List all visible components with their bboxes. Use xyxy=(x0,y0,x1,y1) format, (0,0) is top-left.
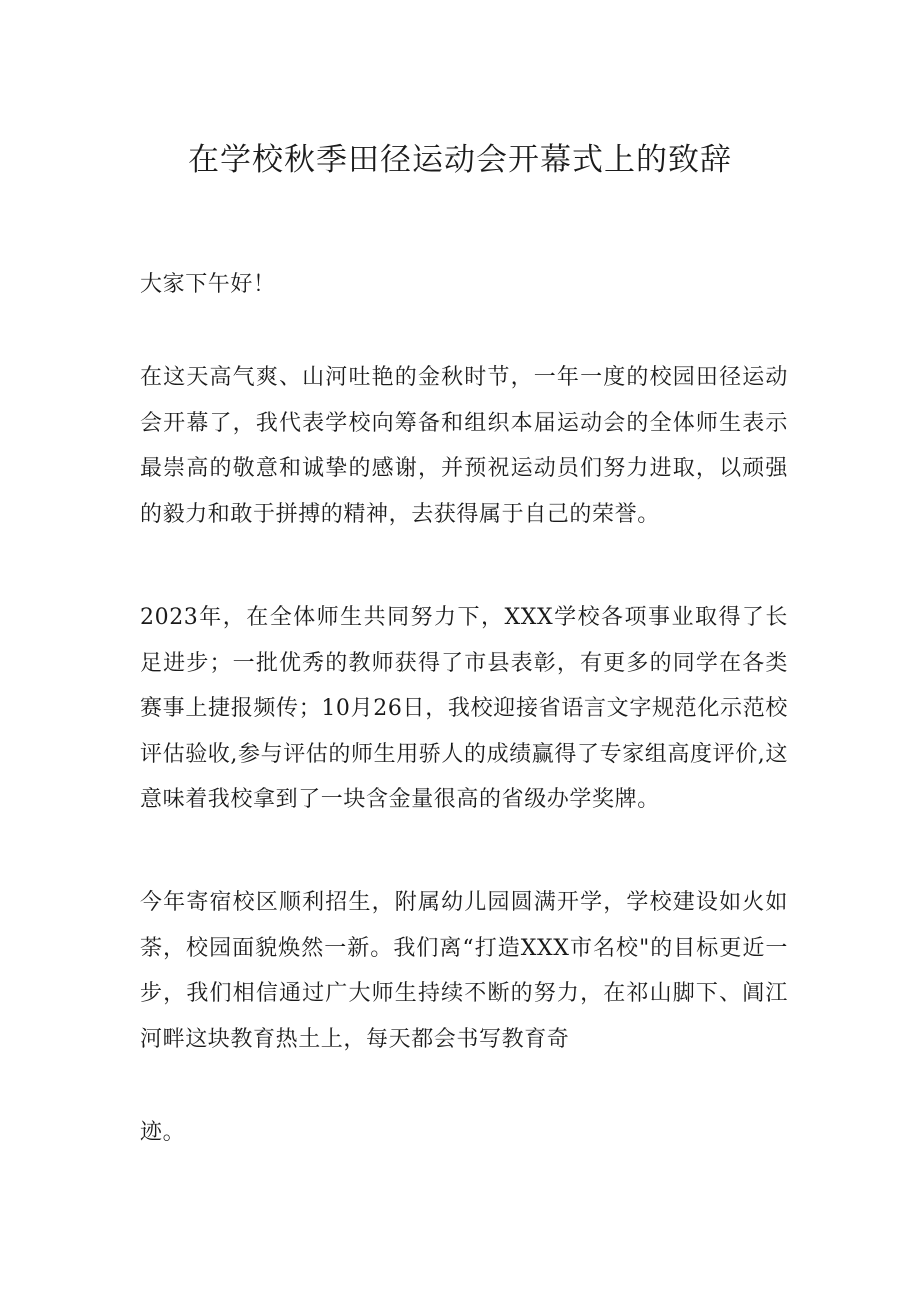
paragraph-1: 在这天高气爽、山河吐艳的金秋时节，一年一度的校园田径运动会开幕了，我代表学校向筹备和组织本届运动会的全体师生表示最崇高的敬意和诚挚的感谢，并预祝运动员们努力进取，以顽强的毅力和敢于拼搏的精神，去获得属于自己的荣誉。 xyxy=(140,365,788,527)
paragraph-2: 2023年，在全体师生共同努力下，XXX学校各项事业取得了长足进步；一批优秀的教师获得了市县表彰，有更多的同学在各类赛事上捷报频传；10月26日，我校迎接省语言文字规范化示范校评估验收,参与评估的师生用骄人的成绩赢得了专家组高度评价,这意味着我校拿到了一块含金量很高的省级办学奖牌。 xyxy=(140,605,788,812)
document-title: 在学校秋季田径运动会开幕式上的致辞 xyxy=(188,142,732,178)
paragraph-3: 今年寄宿校区顺利招生，附属幼儿园圆满开学，学校建设如火如荼，校园面貌焕然一新。我们离“打造XXX市名校"的目标更近一步，我们相信通过广大师生持续不断的努力，在祁山脚下、阊江河畔这块教育热土上，每天都会书写教育奇 xyxy=(140,890,788,1052)
greeting: 大家下午好！ xyxy=(140,272,276,297)
paragraph-4: 迹。 xyxy=(140,1120,186,1145)
